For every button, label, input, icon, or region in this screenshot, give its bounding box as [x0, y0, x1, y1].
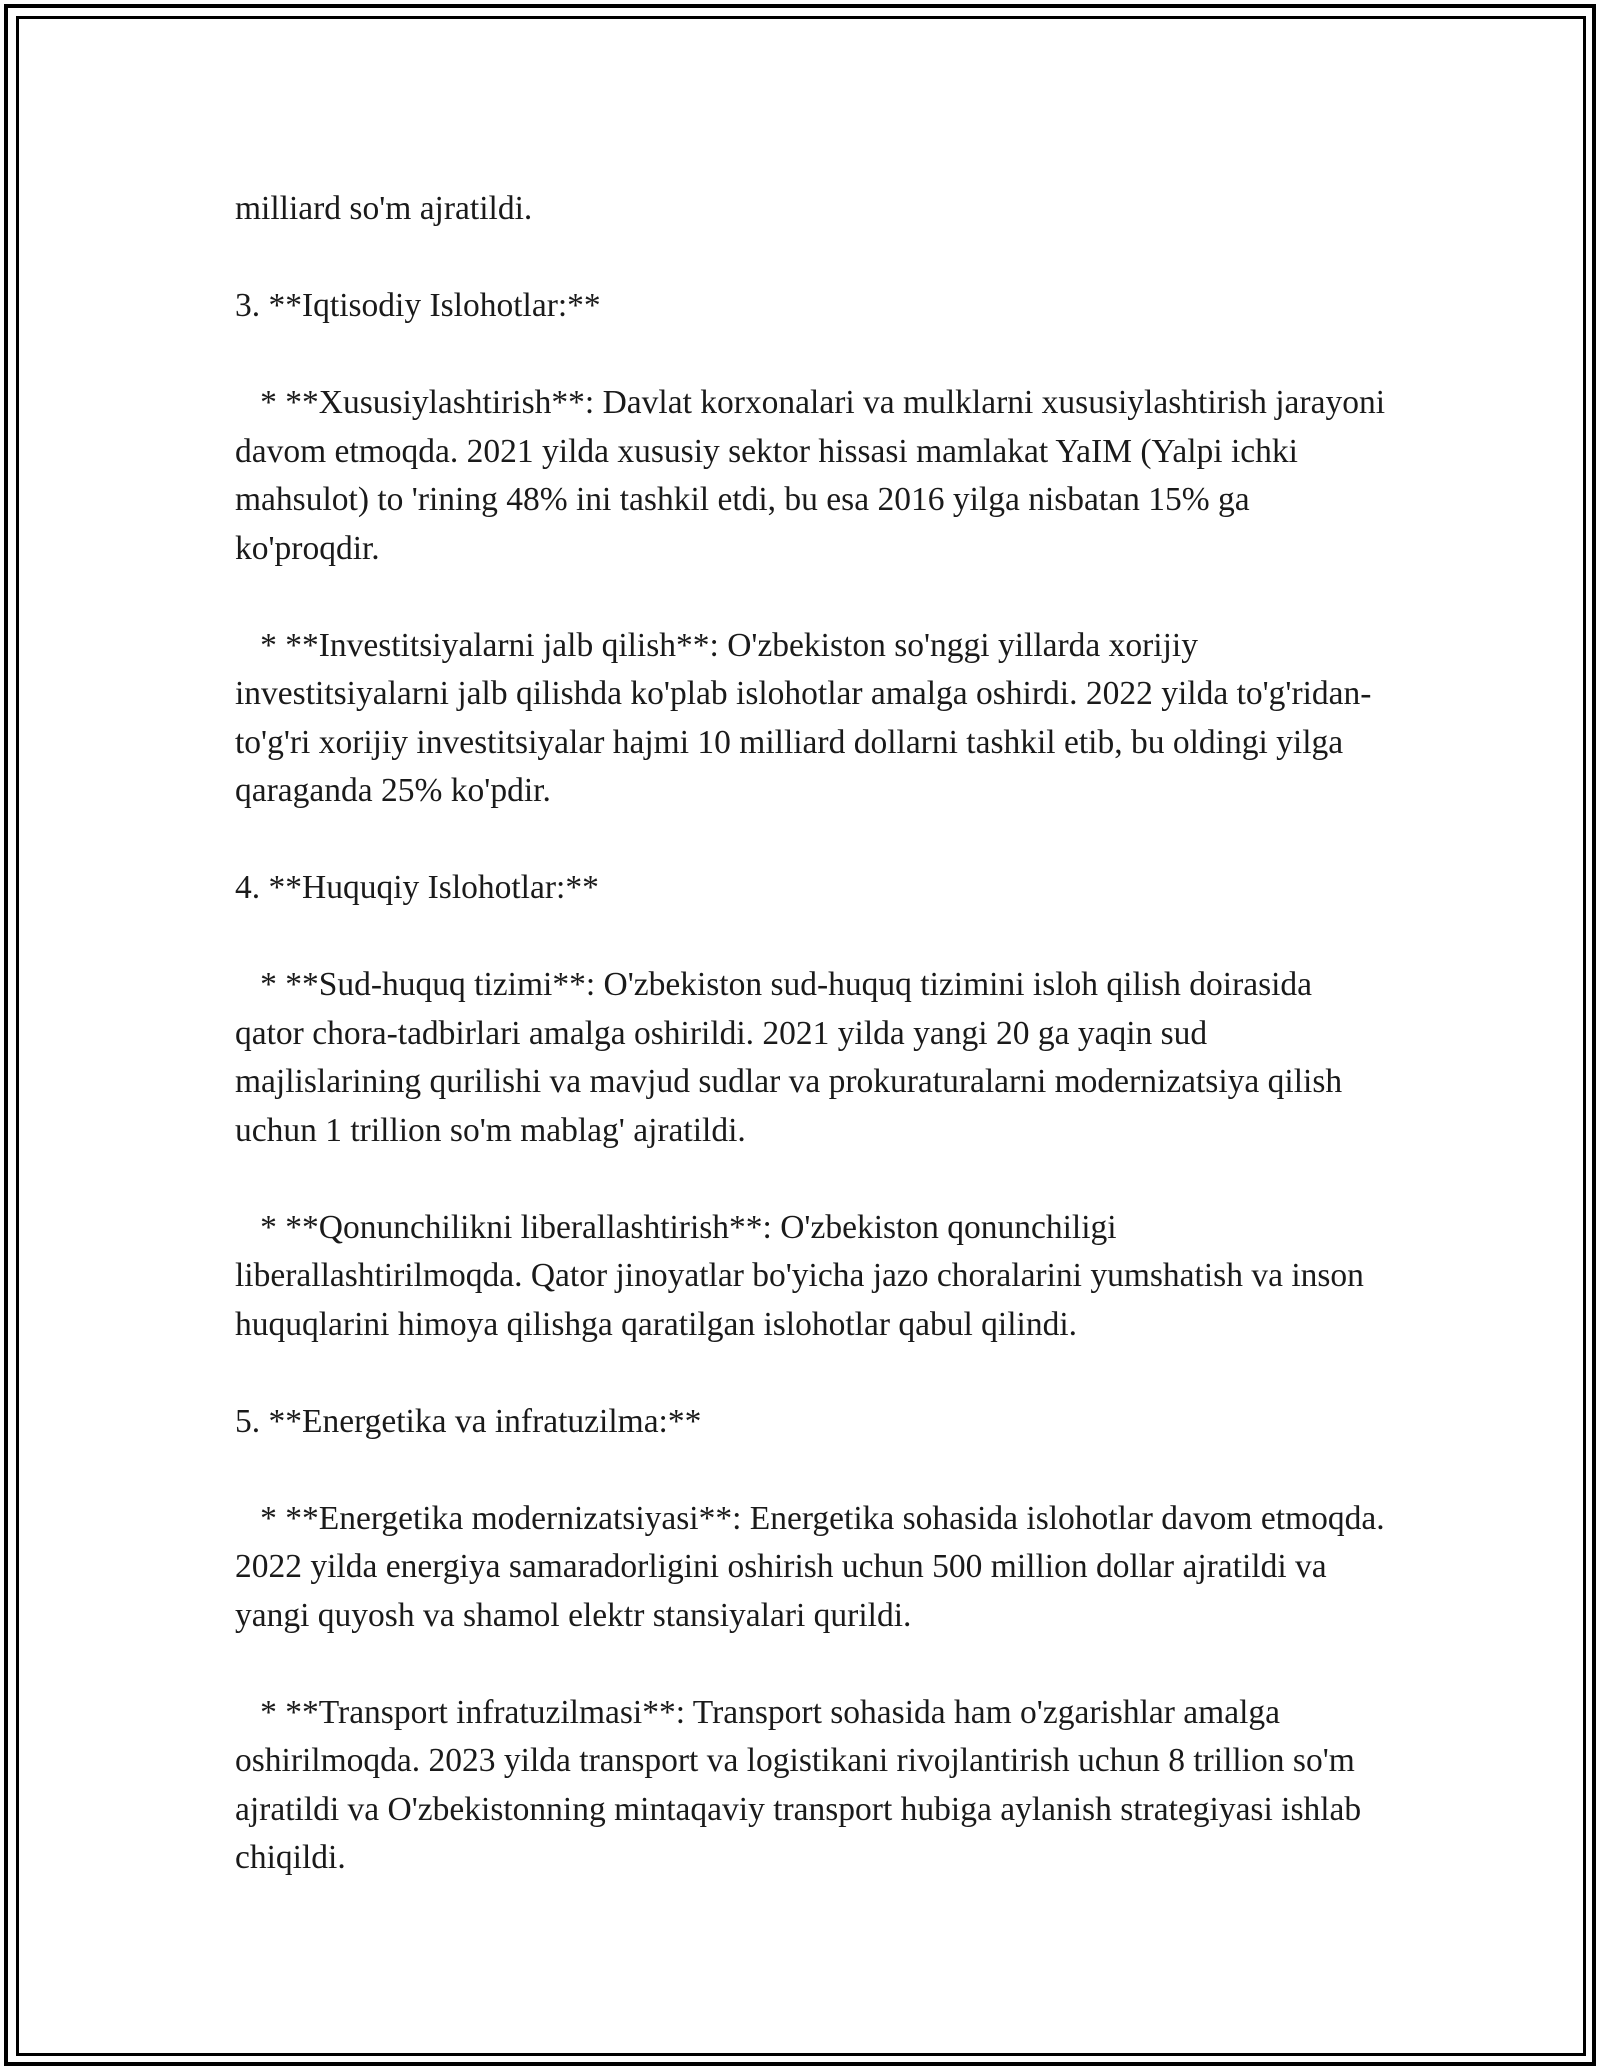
bullet-judicial-system: * **Sud-huquq tizimi**: O'zbekiston sud-huquq tizimini isloh qilish doirasida qator chora-tadbirlari amalga oshirildi. 2021 yilda yangi 20 ga yaqin sud majlislarining qurilishi va mavjud sudlar va prokuraturalarni modernizatsiya qilish uchun 1 trillion so'm mablag' ajratildi.: [235, 966, 1351, 1149]
section-heading-legal-reforms: 4. **Huquqiy Islohotlar:**: [235, 869, 599, 906]
bullet-legislation-liberalization: * **Qonunchilikni liberallashtirish**: O'zbekiston qonunchiligi liberallashtirilmoqda. Qator jinoyatlar bo'yicha jazo choralarini yumshatish va inson huquqlarini himoya qilishga qaratilgan islohotlar qabul qilindi.: [235, 1208, 1373, 1343]
section-heading-economic-reforms: 3. **Iqtisodiy Islohotlar:**: [235, 287, 601, 324]
bullet-privatization: * **Xususiylashtirish**: Davlat korxonalari va mulklarni xususiylashtirish jarayoni davom etmoqda. 2021 yilda xususiy sektor hissasi mamlakat YaIM (Yalpi ichki mahsulot) to 'rining 48% ini tashkil etdi, bu esa 2016 yilga nisbatan 15% ga ko'proqdir.: [235, 384, 1394, 567]
section-heading-energy-infrastructure: 5. **Energetika va infratuzilma:**: [235, 1402, 702, 1440]
paragraph-continuation: milliard so'm ajratildi.: [235, 190, 533, 227]
bullet-transport-infrastructure: * **Transport infratuzilmasi**: Transport sohasida ham o'zgarishlar amalga oshirilmoqda. 2023 yilda transport va logistikani rivojlantirish uchun 8 trillion so'm ajratildi va O'zbekistonning mintaqaviy transport hubiga aylanish strategiyasi ishlab chiqildi.: [235, 1693, 1370, 1876]
document-body: [235, 185, 1394, 1883]
bullet-energy-modernization: * **Energetika modernizatsiyasi**: Energetika sohasida islohotlar davom etmoqda. 2022 yilda energiya samaradorligini oshirish uchun 500 million dollar ajratildi va yangi quyosh va shamol elektr stansiyalari qurildi.: [235, 1499, 1393, 1634]
bullet-investment: * **Investitsiyalarni jalb qilish**: O'zbekiston so'nggi yillarda xorijiy investitsiyalarni jalb qilishda ko'plab islohotlar amalga oshirdi. 2022 yilda to'g'ridan-to'g'ri xorijiy investitsiyalar hajmi 10 milliard dollarni tashkil etib, bu oldingi yilga qaraganda 25% ko'pdir.: [235, 626, 1372, 809]
